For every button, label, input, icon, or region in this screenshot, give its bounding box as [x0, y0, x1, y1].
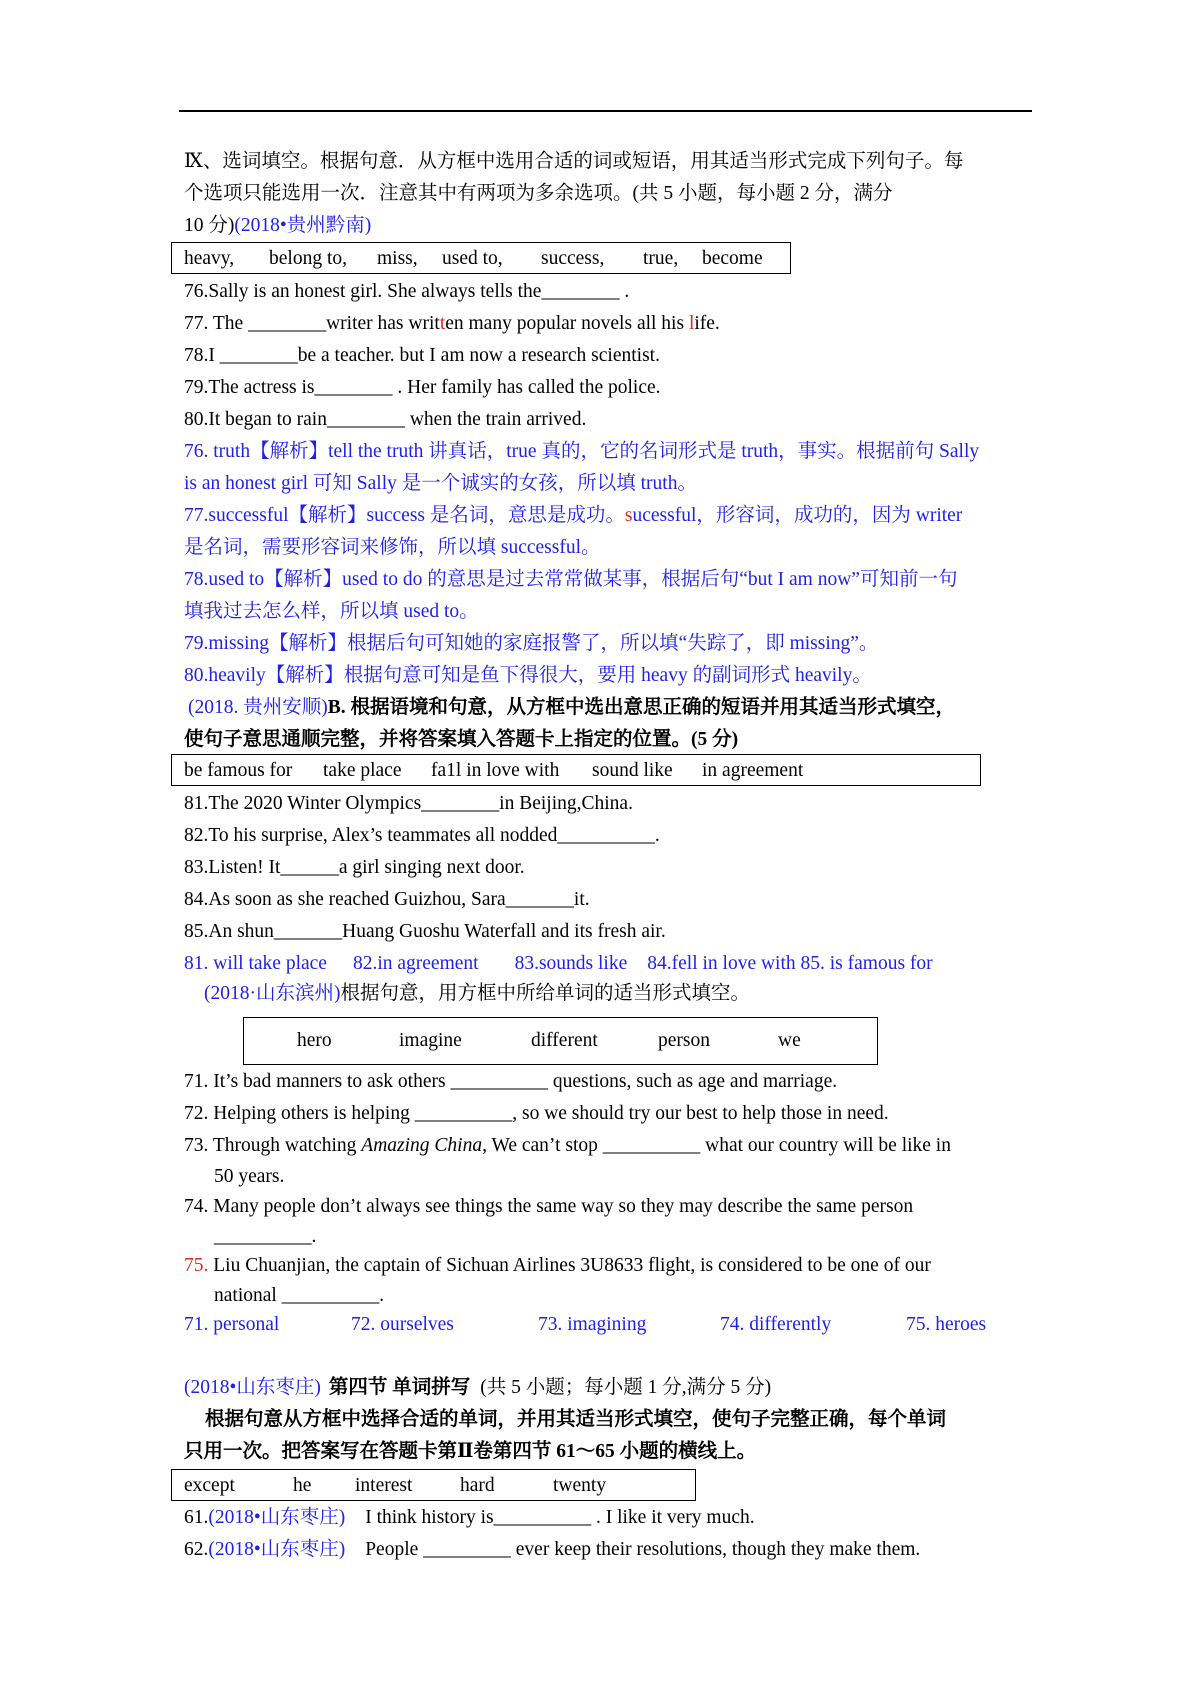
q75-line2: national __________. — [214, 1285, 385, 1306]
s3-answer: 72. ourselves — [351, 1314, 454, 1335]
s2-box-phrase: in agreement — [702, 760, 804, 781]
s2-answer: 82.in agreement — [352, 953, 479, 974]
q80: 80.It began to rain________ when the train arrived. — [184, 409, 587, 430]
s4-word-box — [171, 1469, 696, 1501]
q77: 77. The ________writer has written many popular novels all his life. — [184, 313, 720, 334]
s4-source: (2018•山东枣庄) — [184, 1377, 321, 1398]
s1-instruction-line2: 个选项只能选用一次．注意其中有两项为多余选项。(共 5 小题，每小题 2 分，满分 — [184, 183, 893, 204]
q83: 83.Listen! It______a girl singing next door. — [184, 857, 525, 878]
s4-box-word: except — [184, 1475, 235, 1496]
s2-box-phrase: be famous for — [184, 760, 293, 781]
s1-source: (2018•贵州黔南) — [234, 215, 372, 236]
s2-box-phrase: fa1l in love with — [431, 760, 560, 781]
q62: 62.(2018•山东枣庄) People _________ ever keep their resolutions, though they make them. — [184, 1539, 921, 1560]
q62-source: (2018•山东枣庄) — [208, 1539, 346, 1560]
q74-line1: 74. Many people don’t always see things the same way so they may describe the same person — [184, 1196, 914, 1217]
s3-answer: 75. heroes — [906, 1314, 987, 1335]
q82: 82.To his surprise, Alex’s teammates all nodded__________. — [184, 825, 660, 846]
s4-instruction-line1: 根据句意从方框中选择合适的单词，并用其适当形式填空，使句子完整正确，每个单词 — [205, 1409, 947, 1430]
q75-line1: 75. Liu Chuanjian, the captain of Sichuan Airlines 3U8633 flight, is considered to be one of our — [184, 1255, 931, 1276]
a77-line2: 是名词，需要形容词来修饰，所以填 successful。 — [184, 537, 601, 558]
s2-answer: 83.sounds like — [514, 953, 628, 974]
s3-box-word: person — [658, 1030, 710, 1051]
q81: 81.The 2020 Winter Olympics________in Beijing,China. — [184, 793, 633, 814]
a76-line1: 76. truth【解析】tell the truth 讲真话，true 真的，它的名词形式是 truth，事实。根据前句 Sally — [184, 441, 980, 462]
s3-source: (2018·山东滨州) — [204, 983, 341, 1004]
s2-box-phrase: sound like — [592, 760, 673, 781]
a76-line2: is an honest girl 可知 Sally 是一个诚实的女孩，所以填 truth。 — [184, 473, 697, 494]
q61: 61.(2018•山东枣庄) I think history is__________ . I like it very much. — [184, 1507, 755, 1528]
s1-instruction-line1: Ⅸ、选词填空。根据句意．从方框中选用合适的词或短语，用其适当形式完成下列句子。每 — [184, 151, 964, 172]
q73-title: Amazing China — [361, 1135, 483, 1156]
s4-box-word: interest — [355, 1475, 413, 1496]
header-rule — [179, 110, 1032, 112]
s1-instruction-line3 — [184, 214, 371, 238]
s3-box-word: hero — [297, 1030, 332, 1051]
s4-title: 第四节 单词拼写 — [328, 1377, 471, 1398]
s2-source: (2018. 贵州安顺) — [188, 697, 328, 718]
a77-line1: 77.successful【解析】success 是名词，意思是成功。sucessful，形容词，成功的，因为 writer — [184, 505, 963, 526]
s4-box-word: he — [293, 1475, 312, 1496]
a78-line2: 填我过去怎么样，所以填 used to。 — [184, 601, 479, 622]
q73-line2: 50 years. — [214, 1166, 285, 1187]
a78-line1: 78.used to【解析】used to do 的意思是过去常常做某事，根据后句“but I am now”可知前一句 — [184, 569, 958, 590]
s4-box-word: twenty — [553, 1475, 607, 1496]
s1-box-word: used to, — [442, 248, 503, 269]
s1-box-word: heavy, — [184, 248, 235, 269]
s4-heading: (2018•山东枣庄) 第四节 单词拼写 (共 5 小题；每小题 1 分,满分 5 分) — [184, 1377, 772, 1398]
q79: 79.The actress is________ . Her family has called the police. — [184, 377, 661, 398]
s2-heading-line1: (2018. 贵州安顺)B. 根据语境和句意，从方框中选出意思正确的短语并用其适当形式填空， — [188, 697, 956, 718]
s3-answer: 73. imagining — [538, 1314, 647, 1335]
s3-box-word: we — [778, 1030, 801, 1051]
q78: 78.I ________be a teacher. but I am now a research scientist. — [184, 345, 660, 366]
s2-box-phrase: take place — [323, 760, 402, 781]
s2-heading-line2: 使句子意思通顺完整，并将答案填入答题卡上指定的位置。(5 分) — [184, 729, 739, 750]
q85: 85.An shun_______Huang Guoshu Waterfall and its fresh air. — [184, 921, 666, 942]
q84: 84.As soon as she reached Guizhou, Sara_______it. — [184, 889, 590, 910]
s2-answer: 84.fell in love with 85. is famous for — [647, 953, 933, 974]
q61-source: (2018•山东枣庄) — [208, 1507, 346, 1528]
q72: 72. Helping others is helping __________, so we should try our best to help those in need. — [184, 1103, 889, 1124]
s4-instruction-line2: 只用一次。把答案写在答题卡第Ⅱ卷第四节 61～65 小题的横线上。 — [184, 1441, 757, 1462]
s3-answer: 71. personal — [184, 1314, 280, 1335]
s1-box-word: belong to, — [269, 248, 347, 269]
s2-answers — [184, 952, 933, 976]
s4-box-word: hard — [460, 1475, 495, 1496]
a80: 80.heavily【解析】根据句意可知是鱼下得很大，要用 heavy 的副词形式 heavily。 — [184, 665, 872, 686]
q73-line1: 73. Through watching Amazing China, We can’t stop __________ what our country will be like in — [184, 1135, 951, 1156]
s1-box-word: miss, — [377, 248, 418, 269]
s2-answer: 81. will take place — [184, 953, 327, 974]
q76: 76.Sally is an honest girl. She always tells the________ . — [184, 281, 630, 302]
s3-heading: (2018·山东滨州)根据句意，用方框中所给单词的适当形式填空。 — [204, 983, 750, 1004]
q74-line2: __________. — [214, 1226, 317, 1247]
s3-box-word: imagine — [399, 1030, 462, 1051]
s1-box-word: success, — [541, 248, 605, 269]
q71: 71. It’s bad manners to ask others __________ questions, such as age and marriage. — [184, 1071, 838, 1092]
s2-phrase-box — [171, 754, 981, 786]
a79: 79.missing【解析】根据后句可知她的家庭报警了，所以填“失踪了，即 missing”。 — [184, 633, 879, 654]
s1-score: 10 分) — [184, 215, 235, 236]
s1-box-word: true, — [643, 248, 679, 269]
s3-box-word: different — [531, 1030, 598, 1051]
s1-box-word: become — [702, 248, 763, 269]
s3-answer: 74. differently — [720, 1314, 832, 1335]
